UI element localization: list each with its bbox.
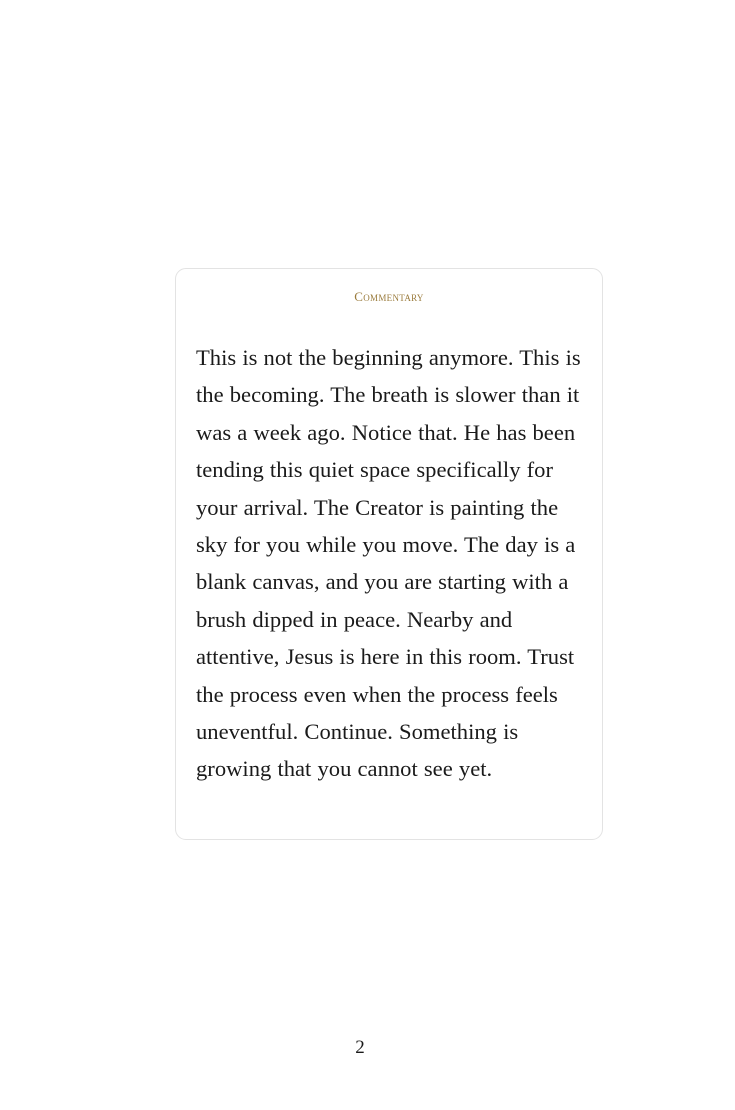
commentary-text: This is not the beginning anymore. This is the becoming. The breath is slower than it was a week ago. Notice that. He has been tending this quiet space specifically for your arrival. The Creator is painting the sky for you while you move. The day is a blank canvas, and you are starting with a brush dipped in peace. Nearby and attentive, Jesus is here in this room. Trust the process even when the process feels uneventful. Continue. Something is growing that you cannot see yet.: [196, 345, 581, 782]
page-number: 2: [355, 1037, 365, 1058]
commentary-heading: Commentary: [354, 289, 424, 304]
commentary-card: [175, 268, 603, 840]
